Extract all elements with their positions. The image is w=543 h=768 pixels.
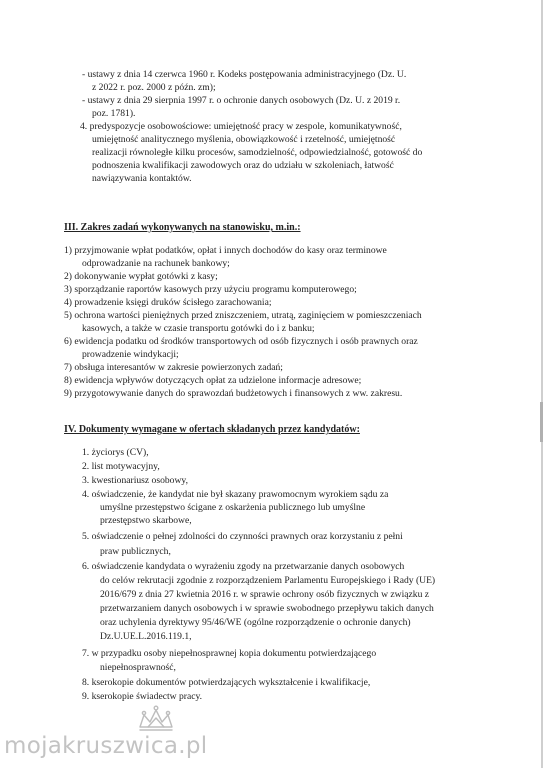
s3-line-3: 2) dokonywanie wypłat gotówki z kasy; <box>64 271 218 282</box>
top-line-7: realizacji równoległe kilku procesów, samodzielność, odpowiedzialność, gotowość do <box>92 147 423 158</box>
s4-line-17: 8. kserokopie dokumentów potwierdzających wykształcenie i kwalifikacje, <box>82 677 371 688</box>
top-line-8: podnoszenia kwalifikacji zawodowych oraz do udziału w szkoleniach, łatwość <box>92 160 394 171</box>
s3-line-10: 7) obsługa interesantów w zakresie powierzonych zadań; <box>64 362 283 373</box>
s4-line-10: do celów rekrutacji zgodnie z rozporządzeniem Parlamentu Europejskiego i Rady (UE) <box>100 575 436 586</box>
s3-line-12: 9) przygotowywanie danych do sprawozdań budżetowych i finansowych z ww. zakresu. <box>64 388 403 399</box>
s4-line-9: 6. oświadczenie kandydata o wyrażeniu zgody na przetwarzanie danych osobowych <box>82 561 405 572</box>
s4-line-6: przestępstwo skarbowe, <box>100 515 192 526</box>
s3-line-6: 5) ochrona wartości pieniężnych przed zniszczeniem, utratą, zaginięciem w pomieszczeniach <box>64 310 422 321</box>
s4-line-16: niepełnosprawność, <box>100 662 176 673</box>
top-line-5: 4. predyspozycje osobowościowe: umiejętność pracy w zespole, komunikatywność, <box>80 121 402 132</box>
s3-line-11: 8) ewidencja wpływów dotyczących opłat za udzielone informacje adresowe; <box>64 375 362 386</box>
s3-line-9: prowadzenie windykacji; <box>82 349 179 360</box>
top-line-4: poz. 1781). <box>92 108 136 119</box>
top-line-3: - ustawy z dnia 29 sierpnia 1997 r. o ochronie danych osobowych (Dz. U. z 2019 r. <box>82 95 401 106</box>
s4-line-13: oraz uchylenia dyrektywy 95/46/WE (ogólne rozporządzenie o ochronie danych) <box>100 617 411 628</box>
s4-line-1: 1. życiorys (CV), <box>82 447 149 458</box>
top-line-9: nawiązywania kontaktów. <box>92 173 192 184</box>
s4-line-15: 7. w przypadku osoby niepełnosprawnej kopia dokumentu potwierdzającego <box>82 648 377 659</box>
top-line-2: z 2022 r. poz. 2000 z późn. zm); <box>92 82 216 93</box>
watermark-text: mojakruszwica.pl <box>4 733 208 759</box>
top-line-1: - ustawy z dnia 14 czerwca 1960 r. Kodeks postępowania administracyjnego (Dz. U. <box>82 69 407 80</box>
s3-line-7: kasowych, a także w czasie transportu gotówki do i z banku; <box>82 323 315 334</box>
s4-line-18: 9. kserokopie świadectw pracy. <box>82 691 203 702</box>
s4-line-3: 3. kwestionariusz osobowy, <box>82 475 188 486</box>
section-3-heading: III. Zakres zadań wykonywanych na stanowisku, m.in.: <box>64 222 301 233</box>
s3-line-1: 1) przyjmowanie wpłat podatków, opłat i innych dochodów do kasy oraz terminowe <box>64 245 387 256</box>
s4-line-8: praw publicznych, <box>100 546 171 557</box>
s4-line-12: przetwarzaniem danych osobowych i w sprawie swobodnego przepływu takich danych <box>100 603 434 614</box>
s3-line-4: 3) sporządzanie raportów kasowych przy użyciu programu komputerowego; <box>64 284 357 295</box>
watermark-crown-icon <box>136 703 176 733</box>
top-line-6: umiejętność analitycznego myślenia, obowiązkowość i rzetelność, umiejętność <box>92 134 396 145</box>
s3-line-5: 4) prowadzenie księgi druków ścisłego zarachowania; <box>64 297 272 308</box>
s4-line-4: 4. oświadczenie, że kandydat nie był skazany prawomocnym wyrokiem sądu za <box>82 489 389 500</box>
section-4-heading: IV. Dokumenty wymagane w ofertach składanych przez kandydatów: <box>64 424 360 435</box>
s4-line-7: 5. oświadczenie o pełnej zdolności do czynności prawnych oraz korzystaniu z pełni <box>82 531 403 542</box>
s4-line-5: umyślne przestępstwo ścigane z oskarżenia publicznego lub umyślne <box>100 502 366 513</box>
s3-line-8: 6) ewidencja podatku od środków transportowych od osób fizycznych i osób prawnych oraz <box>64 336 418 347</box>
s4-line-11: 2016/679 z dnia 27 kwietnia 2016 r. w sprawie ochrony osób fizycznych w związku z <box>100 589 430 600</box>
s4-line-2: 2. list motywacyjny, <box>82 461 160 472</box>
s3-line-2: odprowadzanie na rachunek bankowy; <box>82 258 230 269</box>
s4-line-14: Dz.U.UE.L.2016.119.1, <box>100 631 192 642</box>
